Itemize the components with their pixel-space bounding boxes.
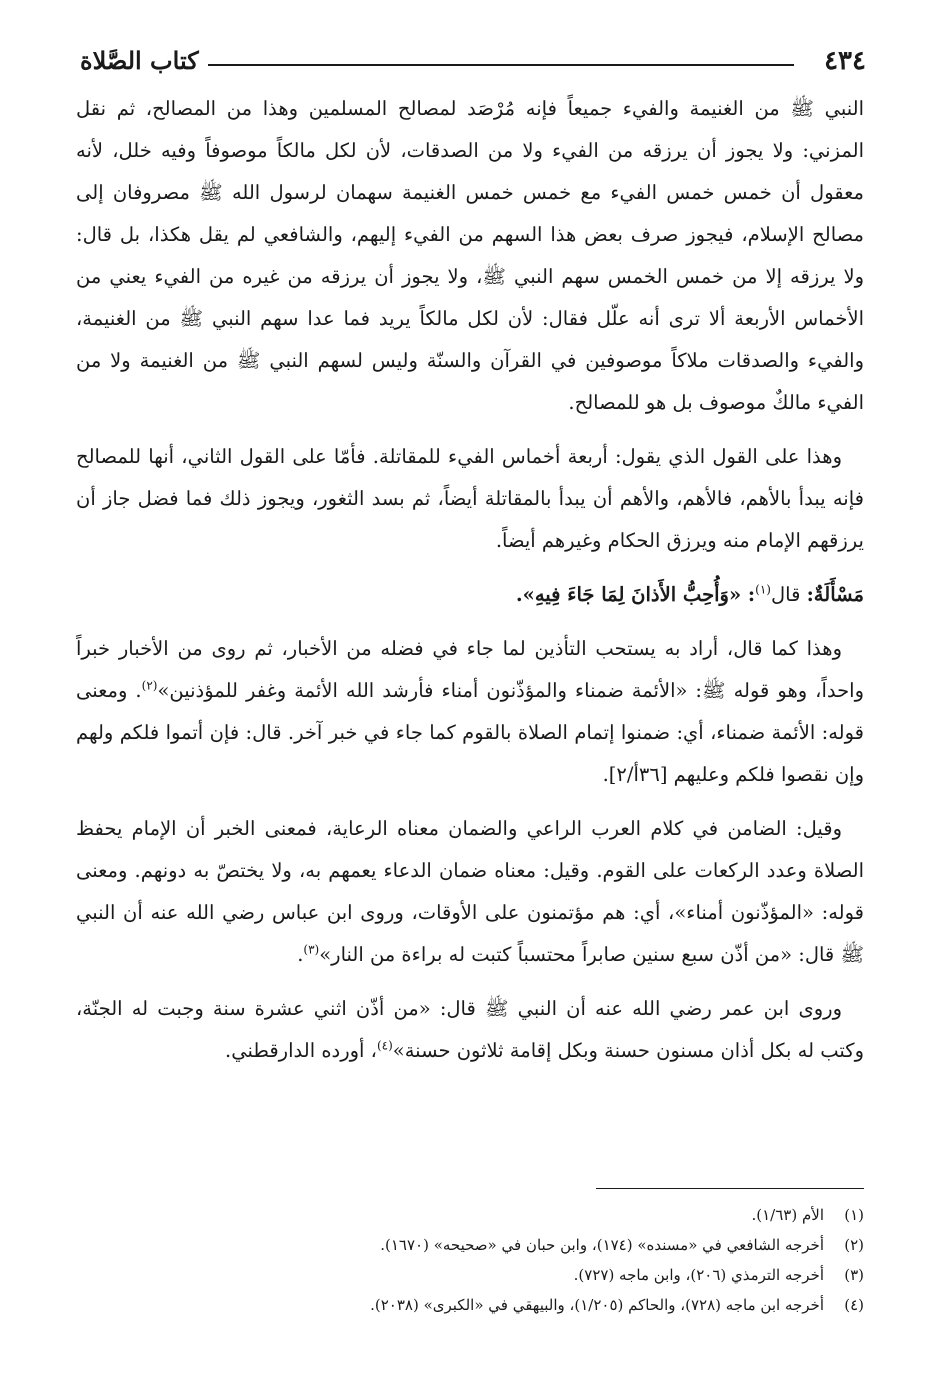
footnote-ref-1[interactable]: (١) [755,582,771,597]
paragraph-6-text-a: وروى ابن عمر رضي الله عنه أن النبي ﷺ قال: «من أذّن اثني عشرة سنة وجبت له الجنّة، وكتب له بكل أذان مسنون حسنة وبكل إقامة ثلاثون حسنة» [76,997,864,1062]
footnote-ref-2[interactable]: (٢) [141,678,158,693]
footnote-number: (٤) [844,1296,864,1314]
paragraph-1: النبي ﷺ من الغنيمة والفيء جميعاً فإنه مُرْصَد لمصالح المسلمين وهذا من المصالح، ثم نقل المزني: ولا يجوز أن يرزقه من الفيء ولا من الصدقات، لأن لكل مالكاً موصوفاً وفيه خلل، لأنه معقول أن خمس خمس الفيء مع خمس خمس الغنيمة سهمان لرسول الله ﷺ مصروفان إلى مصالح الإسلام، فيجوز صرف بعض هذا السهم من الفيء إليهم، والشافعي لم يقل هكذا، بل قال: ولا يرزقه إلا من خمس الخمس سهم النبي ﷺ، ولا يجوز أن يرزقه من غيره من الفيء يعني من الأخماس الأربعة ألا ترى أنه علّل فقال: لأن لكل مالكاً يريد فما عدا سهم النبي ﷺ من الغنيمة، والفيء والصدقات ملاكاً موصوفين في القرآن والسنّة وليس لسهم النبي ﷺ من الغنيمة ولا من الفيء مالكٌ موصوف بل هو للمصالح. [76,97,864,414]
paragraph-5 [76,808,864,976]
footnotes [80,1200,864,1320]
paragraph-2: وهذا على القول الذي يقول: أربعة أخماس الفيء للمقاتلة. فأمّا على القول الثاني، أنها للمصالح فإنه يبدأ بالأهم، فالأهم، والأهم أن يبدأ بالمقاتلة أيضاً، ثم بسد الثغور، ويجوز ذلك فما فضل جاز أن يرزقهم الإمام منه ويرزق الحكام وغيرهم أيضاً. [76,445,864,552]
masala-quote: : «وَأُحِبُّ الأَذانَ لِمَا جَاءَ فِيهِ». [515,583,756,606]
footnote-item [80,1200,864,1230]
footnote-text: أخرجه ابن ماجه (٧٢٨)، والحاكم (١/٢٠٥)، والبيهقي في «الكبرى» (٢٠٣٨). [370,1296,824,1314]
paragraph-4 [76,628,864,796]
footnote-item [80,1230,864,1260]
paragraph-4-text-b: . ومعنى قوله: الأئمة ضمناء، أي: ضمنوا إتمام الصلاة بالقوم كما جاء في خبر آخر. قال: فإن أتموا فلكم ولهم وإن نقصوا فلكم وعليهم [٣٦أ/٢]. [76,679,864,786]
footnote-text: الأم (١/٦٣). [751,1206,824,1224]
masala-label: مَسْأَلَةٌ: [806,583,864,606]
paragraph-6-text-b: ، أورده الدارقطني. [225,1039,377,1062]
footnote-ref-4[interactable]: (٤) [376,1038,393,1053]
masala-line [76,574,864,616]
page-number: ٤٣٤ [824,46,866,76]
page-header [80,40,866,84]
footnote-number: (٢) [844,1236,864,1254]
paragraph-6 [76,988,864,1072]
footnote-item [80,1260,864,1290]
footnote-number: (٣) [844,1266,864,1284]
footnote-divider [596,1188,864,1189]
footnote-number: (١) [844,1206,864,1224]
footnote-item [80,1290,864,1320]
paragraph-5-text-a: وقيل: الضامن في كلام العرب الراعي والضمان معناه الرعاية، فمعنى الخبر أن الإمام يحفظ الصلاة وعدد الركعات على القوم. وقيل: معناه ضمان الدعاء يعمهم به، ولا يختصّ به دونهم. ومعنى قوله: «المؤذّنون أمناء»، أي: هم مؤتمنون على الأوقات، وروى ابن عباس رضي الله عنه أن النبي ﷺ قال: «من أذّن سبع سنين صابراً محتسباً كتبت له براءة من النار» [76,817,864,966]
footnote-text: أخرجه الشافعي في «مسنده» (١٧٤)، وابن حبان في «صحيحه» (١٦٧٠). [380,1236,824,1254]
footnote-ref-3[interactable]: (٣) [303,942,320,957]
paragraph-5-text-b: . [297,943,304,966]
book-title: كتاب الصَّلاة [80,46,199,75]
footnote-text: أخرجه الترمذي (٢٠٦)، وابن ماجه (٧٢٧). [573,1266,824,1284]
paragraph-4-text-a: وهذا كما قال، أراد به يستحب التأذين لما جاء في فضله من الأخبار، ثم روى من الأخبار خبراً واحداً، وهو قوله ﷺ: «الأئمة ضمناء والمؤذّنون أمناء فأرشد الله الأئمة وغفر للمؤذنين» [76,637,864,702]
main-text [76,88,864,1084]
header-rule [208,64,794,66]
masala-qal: قال [770,583,801,606]
